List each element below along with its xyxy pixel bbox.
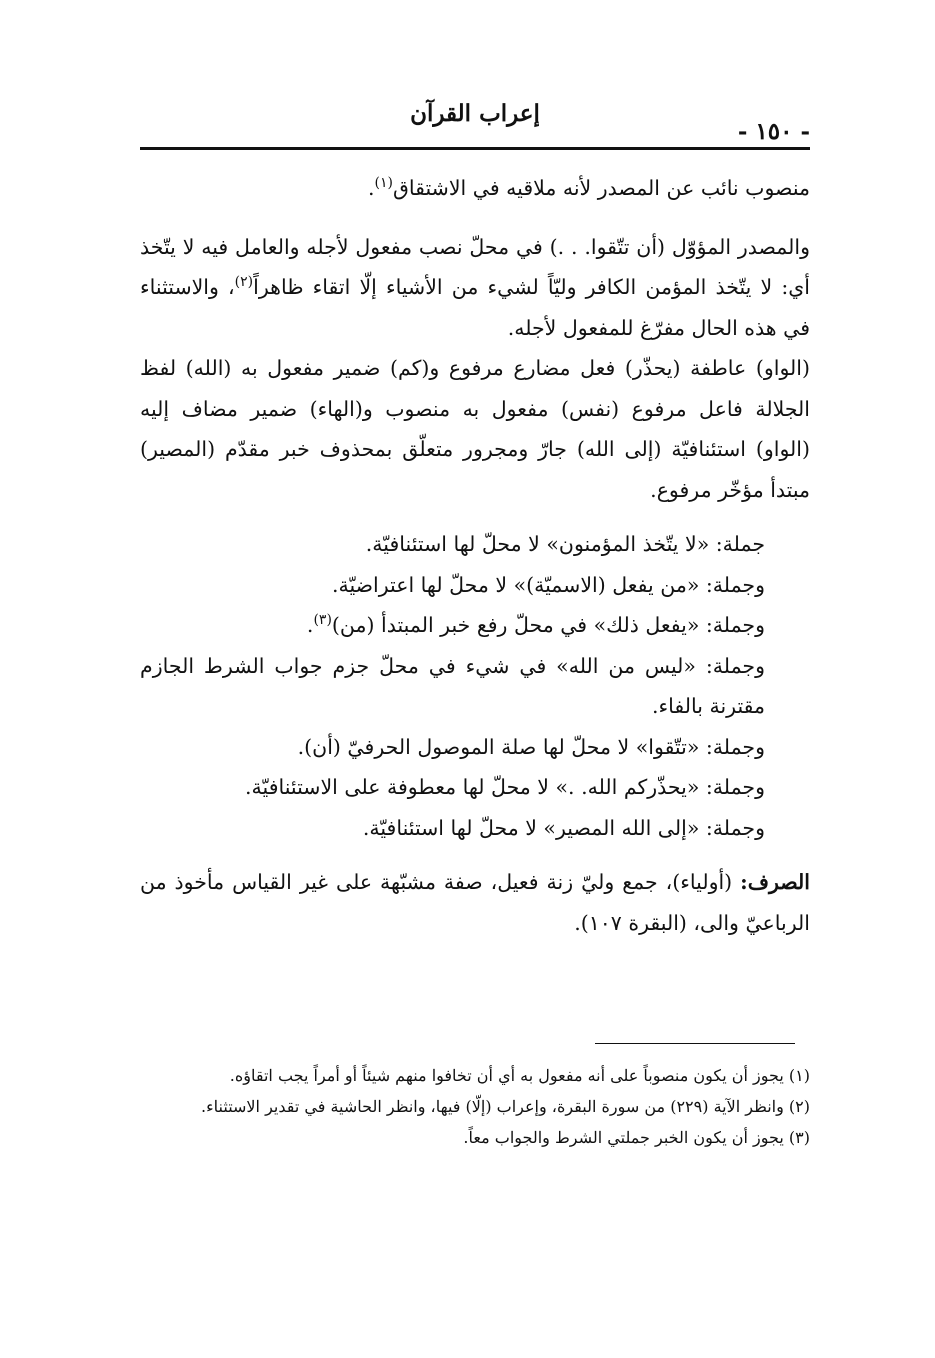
footnote-3: (٣) يجوز أن يكون الخبر جملتي الشرط والجواب معاً. <box>463 1128 810 1147</box>
sentence-analysis-line: وجملة: «يفعل ذلك» في محلّ رفع خبر المبتدأ (من)$^{(٣)}$. <box>306 612 765 637</box>
sentence-analysis-line <box>140 646 810 727</box>
footnote-rule <box>595 1043 795 1044</box>
spacer <box>140 510 810 524</box>
footnote-ref-3: (٣) <box>313 612 332 629</box>
sentence-analysis-line <box>140 727 810 768</box>
footnote-ref-1: (١) <box>374 175 393 192</box>
paragraph-3-text: (الواو) عاطفة (يحذّر) فعل مضارع مرفوع و(كم) ضمير مفعول به (الله) لفظ الجلالة فاعل مرفوع (نفس) مفعول به منصوب و(الهاء) ضمير مضاف إليه (الواو) استئنافيّة (إلى الله) جارّ ومجرور متعلّق بمحذوف خبر مقدّم (المصير) مبتدأ مؤخّر مرفوع. <box>140 356 810 502</box>
sentence-analysis-line <box>140 808 810 849</box>
sentence-text: جملة: «لا يتّخذ المؤمنون» لا محلّ لها استئنافيّة. <box>365 532 765 556</box>
header-rule <box>140 147 810 150</box>
paragraph-2-text-a: والمصدر المؤوّل (أن تتّقوا. . .) في محلّ نصب مفعول لأجله والعامل فيه لا يتّخذ أي: لا يتّخذ المؤمن الكافر وليّاً لشيء من الأشياء إلّا اتقاء ظاهراً <box>140 234 810 299</box>
spacer <box>140 209 810 227</box>
sentence-text: وجملة: «تتّقوا» لا محلّ لها صلة الموصول الحرفيّ (أن). <box>297 734 765 759</box>
sentence-analysis-line <box>140 767 810 808</box>
footnote-2: (٢) وانظر الآية (٢٢٩) من سورة البقرة، وإعراب (إلّا) فيها، وانظر الحاشية في تقدير الاستثناء. <box>201 1097 810 1116</box>
sarf-text: (أولياء)، جمع وليّ زنة فعيل، صفة مشبّهة على غير القياس مأخوذ من الرباعيّ والى، (البقرة ١٠٧). <box>140 870 810 935</box>
spacer <box>140 848 810 862</box>
paragraph-2-text-b: ، والاستثناء في هذه الحال مفرّغ للمفعول لأجله. <box>140 275 810 340</box>
page-number: - ١٥٠ - <box>737 118 810 145</box>
sentence-text: وجملة: «يحذّركم الله. .» لا محلّ لها معطوفة على الاستئنافيّة. <box>245 775 765 799</box>
footnote-ref-2: (٢) <box>234 274 254 291</box>
paragraph-2 <box>140 227 810 349</box>
sentence-analysis-line <box>140 565 810 606</box>
running-title: إعراب القرآن <box>410 100 540 127</box>
sentence-text: وجملة: «من يفعل (الاسميّة)» لا محلّ لها اعتراضيّة. <box>331 572 765 597</box>
footnotes <box>140 1060 810 1153</box>
sentence-text: وجملة: «ليس من الله» في شيء في محلّ جزم جواب الشرط الجازم مقترنة بالفاء. <box>140 653 765 718</box>
sentence-text: وجملة: «يفعل ذلك» في محلّ رفع خبر المبتدأ (من) <box>331 613 765 637</box>
sentence-analysis-line <box>140 524 810 565</box>
paragraph-1: منصوب نائب عن المصدر لأنه ملاقيه في الاشتقاق$^{(١)}$. <box>367 175 810 200</box>
page-header <box>140 92 810 145</box>
sentence-text: وجملة: «إلى الله المصير» لا محلّ لها استئنافيّة. <box>362 815 765 840</box>
sarf-paragraph <box>140 862 810 943</box>
main-text <box>140 168 810 943</box>
paragraph-3 <box>140 348 810 510</box>
footnote-1: (١) يجوز أن يكون منصوباً على أنه مفعول به أي أن تخافوا منهم شيئاً أو أمراً يجب اتقاؤه. <box>229 1066 810 1085</box>
paragraph-1-text: منصوب نائب عن المصدر لأنه ملاقيه في الاشتقاق <box>392 176 810 200</box>
sarf-label: الصرف: <box>740 870 810 894</box>
